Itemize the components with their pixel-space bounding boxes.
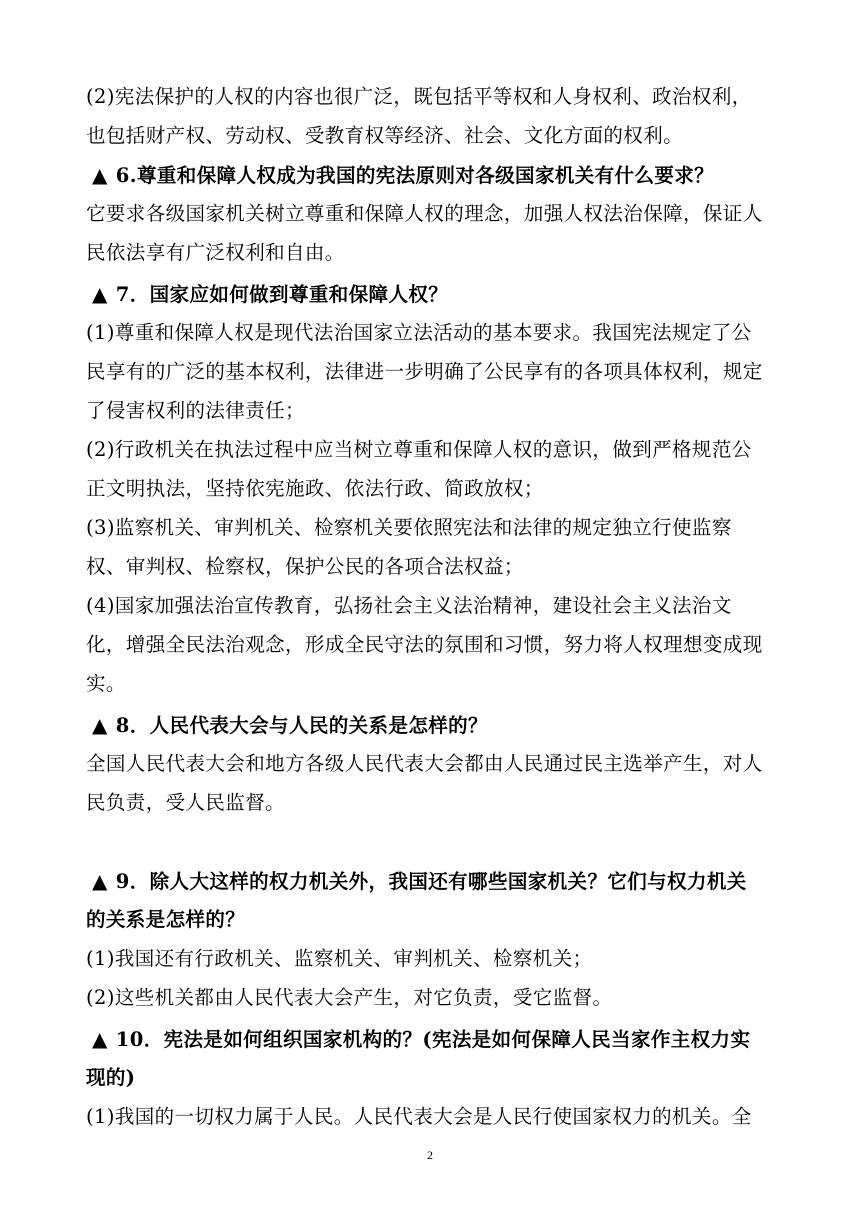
text-line: (2)行政机关在执法过程中应当树立尊重和保障人权的意识，做到严格规范公 xyxy=(86,438,752,461)
triangle-bullet-icon: ▲ xyxy=(92,869,108,893)
triangle-bullet-icon: ▲ xyxy=(92,282,108,306)
text-line: 权、审判权、检察权，保护公民的各项合法权益； xyxy=(86,555,524,578)
triangle-bullet-icon: ▲ xyxy=(92,1027,108,1051)
text-line: (3)监察机关、审判机关、检察机关要依照宪法和法律的规定独立行使监察 xyxy=(86,516,732,539)
triangle-bullet-icon: ▲ xyxy=(92,163,108,187)
text-line: (2)这些机关都由人民代表大会产生，对它负责，受它监督。 xyxy=(86,986,613,1009)
text-line: (4)国家加强法治宣传教育，弘扬社会主义法治精神，建设社会主义法治文 xyxy=(86,594,732,617)
text-line: (1)我国的一切权力属于人民。人民代表大会是人民行使国家权力的机关。全 xyxy=(86,1105,752,1128)
question-heading: ▲ 10．宪法是如何组织国家机构的？(宪法是如何保障人民当家作主权力实 xyxy=(92,1024,792,1055)
text-line: 实。 xyxy=(86,672,126,695)
question-heading: ▲ 7．国家应如何做到尊重和保障人权？ xyxy=(92,279,792,310)
question-heading: ▲ 6.尊重和保障人权成为我国的宪法原则对各级国家机关有什么要求？ xyxy=(92,160,792,191)
question-heading-continued: 现的) xyxy=(86,1066,136,1089)
text-line: (1)尊重和保障人权是现代法治国家立法活动的基本要求。我国宪法规定了公 xyxy=(86,321,752,344)
text-line: (1)我国还有行政机关、监察机关、审判机关、检察机关； xyxy=(86,947,593,970)
text-line: 化，增强全民法治观念，形成全民守法的氛围和习惯，努力将人权理想变成现 xyxy=(86,633,763,656)
text-line: 民享有的广泛的基本权利，法律进一步明确了公民享有的各项具体权利，规定 xyxy=(86,360,763,383)
text-line: 民依法享有广泛权利和自由。 xyxy=(86,241,345,264)
text-line: 正文明执法，坚持依宪施政、依法行政、简政放权； xyxy=(86,477,544,500)
text-line: 全国人民代表大会和地方各级人民代表大会都由人民通过民主选举产生，对人 xyxy=(86,752,763,775)
question-heading-continued: 的关系是怎样的？ xyxy=(86,908,246,931)
page-number: 2 xyxy=(427,1148,433,1162)
text-line: 也包括财产权、劳动权、受教育权等经济、社会、文化方面的权利。 xyxy=(86,124,684,147)
question-heading: ▲ 9．除人大这样的权力机关外，我国还有哪些国家机关？它们与权力机关 xyxy=(92,866,792,897)
question-heading: ▲ 8．人民代表大会与人民的关系是怎样的？ xyxy=(92,710,792,741)
text-line: 了侵害权利的法律责任； xyxy=(86,399,305,422)
text-line: 它要求各级国家机关树立尊重和保障人权的理念，加强人权法治保障，保证人 xyxy=(86,202,763,225)
triangle-bullet-icon: ▲ xyxy=(92,713,108,737)
text-line: 民负责，受人民监督。 xyxy=(86,791,286,814)
text-line: (2)宪法保护的人权的内容也很广泛，既包括平等权和人身权利、政治权利， xyxy=(86,85,752,108)
